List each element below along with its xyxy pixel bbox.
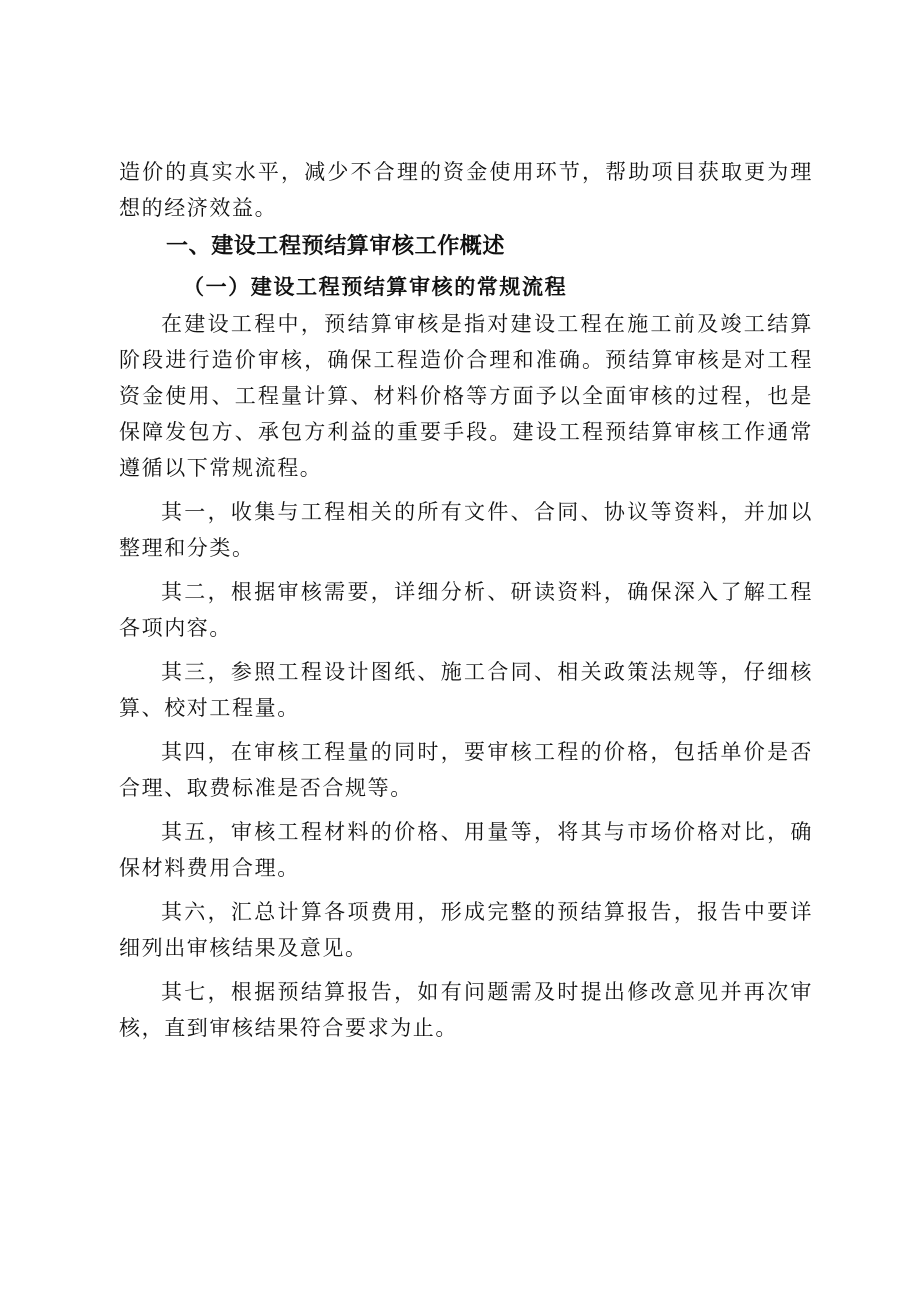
step-4-paragraph: 其四，在审核工程量的同时，要审核工程的价格，包括单价是否合理、取费标准是否合规等。	[119, 740, 813, 800]
body-paragraph: 在建设工程中，预结算审核是指对建设工程在施工前及竣工结算阶段进行造价审核，确保工程造价合理和准确。预结算审核是对工程资金使用、工程量计算、材料价格等方面予以全面审核的过程，也是保障发包方、承包方利益的重要手段。建设工程预结算审核工作通常遵循以下常规流程。	[119, 312, 813, 480]
subsection-heading: （一）建设工程预结算审核的常规流程	[183, 274, 568, 299]
step-1-paragraph: 其一，收集与工程相关的所有文件、合同、协议等资料，并加以整理和分类。	[119, 500, 813, 560]
section-heading: 一、建设工程预结算审核工作概述	[166, 234, 506, 259]
step-3-paragraph: 其三，参照工程设计图纸、施工合同、相关政策法规等，仔细核算、校对工程量。	[119, 660, 813, 720]
document-body	[119, 154, 813, 1046]
step-5-paragraph: 其五，审核工程材料的价格、用量等，将其与市场价格对比，确保材料费用合理。	[119, 820, 813, 880]
intro-paragraph: 造价的真实水平，减少不合理的资金使用环节，帮助项目获取更为理想的经济效益。	[119, 160, 813, 220]
step-2-paragraph: 其二，根据审核需要，详细分析、研读资料，确保深入了解工程各项内容。	[119, 580, 813, 640]
step-6-paragraph: 其六，汇总计算各项费用，形成完整的预结算报告，报告中要详细列出审核结果及意见。	[119, 900, 813, 960]
step-7-paragraph: 其七，根据预结算报告，如有问题需及时提出修改意见并再次审核，直到审核结果符合要求为止。	[119, 980, 813, 1040]
